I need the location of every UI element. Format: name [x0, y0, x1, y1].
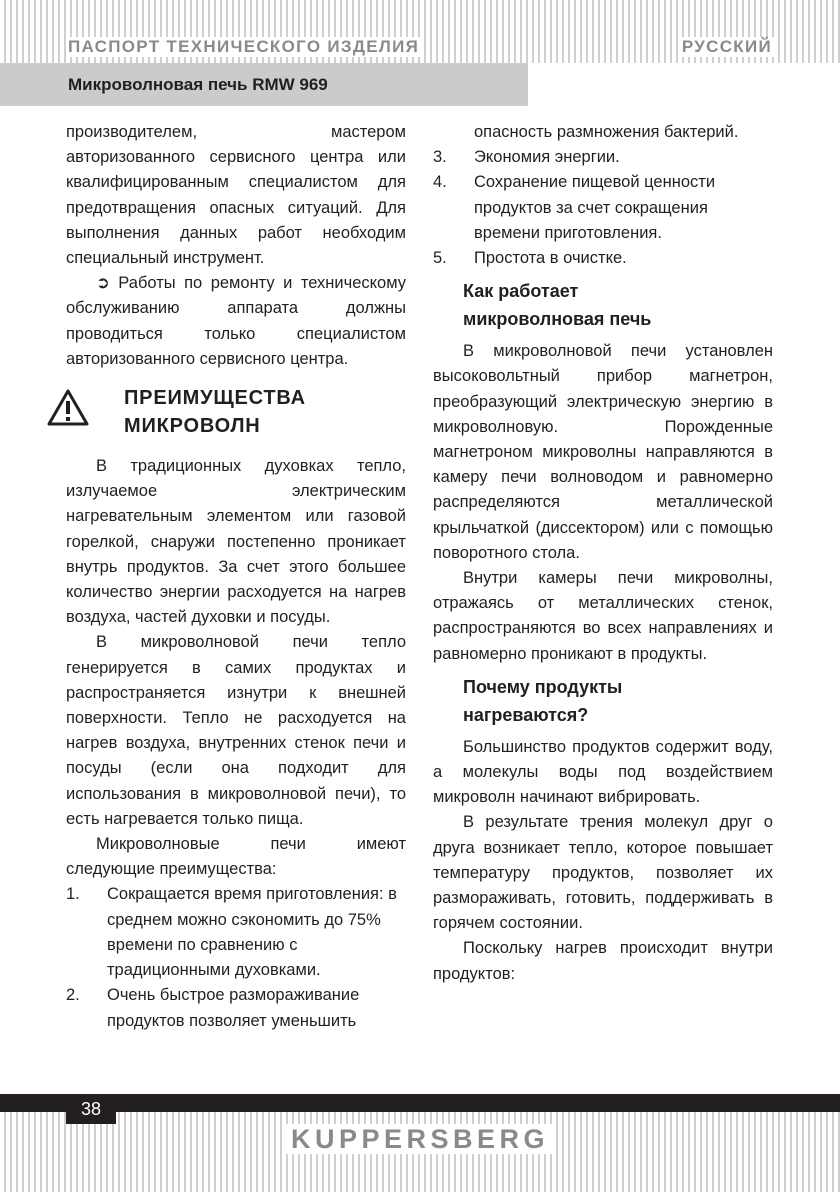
subheading [463, 673, 773, 729]
list-text: Сокращается время приготовления: в среднем можно сэкономить до 75% времени по сравнению с традиционными духовками. [107, 885, 397, 980]
list-number: 3. [433, 148, 447, 167]
list-item [433, 145, 773, 170]
list-item [433, 170, 773, 246]
list-item [66, 983, 406, 1033]
section-heading [66, 384, 406, 444]
list-text: опасность размножения бактерий. [474, 123, 739, 141]
subheading-line: микроволновая печь [463, 309, 652, 330]
paragraph: В традиционных духовках тепло, излучаемое электрическим нагревательным элементом или газовой горелкой, снаружи постепенно проникает внутрь продуктов. За счет этого большее количество энергии расходуется на нагрев воздуха, частей духовки и посуды. [66, 457, 406, 627]
model-bar [0, 63, 528, 106]
paragraph: В результате трения молекул друг о друга возникает тепло, которое повышает температуру продуктов, позволяет их размораживать, готовить, поддерживать в горячем состоянии. [433, 813, 773, 933]
model-bar-blank [528, 63, 840, 106]
brand-logo [0, 1124, 840, 1155]
subheading-line: нагреваются? [463, 704, 589, 725]
subheading [463, 277, 773, 333]
paragraph: Микроволновые печи имеют следующие преимущества: [66, 835, 406, 879]
right-column [433, 120, 773, 987]
list-number: 5. [433, 249, 447, 268]
section-title [124, 384, 306, 440]
section-title-line: МИКРОВОЛН [124, 415, 261, 438]
warning-triangle-icon [46, 388, 90, 428]
paragraph: В микроволновой печи установлен высоковольтный прибор магнетрон, преобразующий электрическую энергию в микроволновую. Порожденные магнетроном микроволны направляются в камеру печи волноводом и равномерно распределяются металлической крыльчаткой (диссектором) или с помощью поворотного стола. [433, 342, 773, 562]
paragraph: ➲ Работы по ремонту и техническому обслуживанию аппарата должны проводиться только специалистом авторизованного сервисного центра. [66, 274, 406, 368]
paragraph: Большинство продуктов содержит воду, а молекулы воды под воздействием микроволн начинают вибрировать. [433, 737, 773, 807]
subheading-line: Как работает [463, 281, 579, 302]
list-item [433, 246, 773, 271]
list-text: Сохранение пищевой ценности продуктов за счет сокращения времени приготовления. [474, 173, 716, 242]
list-text: Экономия энергии. [474, 148, 620, 167]
brand-name: KUPPERSBERG [285, 1124, 555, 1154]
list-text: Простота в очистке. [474, 249, 627, 268]
language-label: РУССКИЙ [681, 37, 772, 56]
paragraph: В микроволновой печи тепло генерируется в самих продуктах и распространяется изнутри к внешней поверхности. Тепло не расходуется на нагрев воздуха, внутренних стенок печи и посуды (если она подходит для использования в микроволновой печи), то есть нагревается только пища. [66, 633, 406, 828]
model-title: Микроволновая печь RMW 969 [68, 75, 328, 94]
page-number: 38 [66, 1094, 116, 1124]
subheading-line: Почему продукты [463, 676, 623, 697]
section-title-line: ПРЕИМУЩЕСТВА [124, 387, 306, 410]
list-number: 4. [433, 173, 447, 192]
document-title: ПАСПОРТ ТЕХНИЧЕСКОГО ИЗДЕЛИЯ [68, 37, 420, 56]
list-text: Очень быстрое размораживание продуктов позволяет уменьшить [107, 986, 360, 1030]
paragraph: Внутри камеры печи микроволны, отражаясь от металлических стенок, распространяются во всех направлениях и равномерно проникают в продукты. [433, 569, 773, 663]
paragraph: Поскольку нагрев происходит внутри продуктов: [433, 939, 773, 983]
left-column [66, 120, 406, 1034]
list-item [66, 882, 406, 983]
paragraph: производителем, мастером авторизованного сервисного центра или квалифицированным специалистом для предотвращения опасных ситуаций. Для выполнения данных работ необходим специальный инструмент. [66, 123, 406, 268]
list-number: 2. [66, 986, 80, 1005]
footer-bar [0, 1094, 840, 1112]
list-number: 1. [66, 885, 80, 904]
list-item-continuation [433, 120, 773, 145]
